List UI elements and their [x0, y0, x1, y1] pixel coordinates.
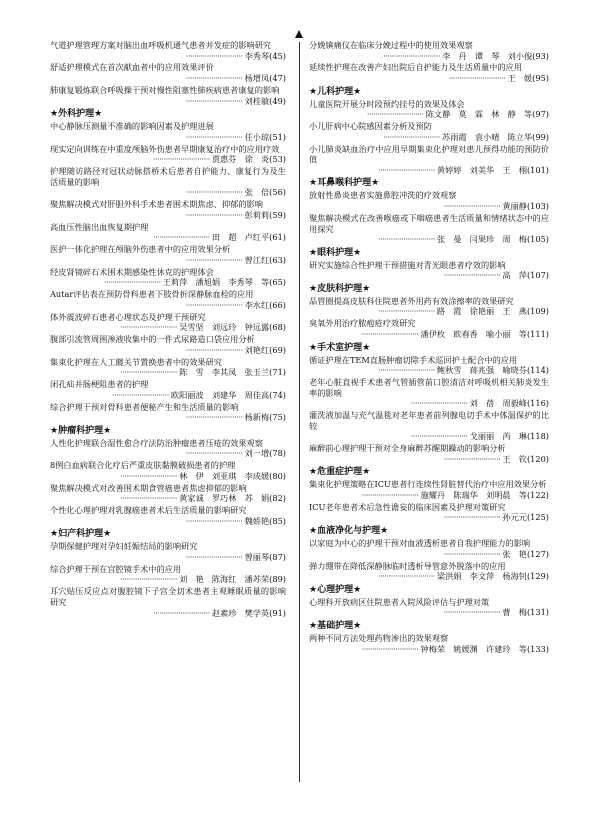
toc-entry[interactable]: [309, 443, 549, 464]
entry-authors: 张 曼 闫果珍 周 梅: [436, 234, 527, 245]
leader-dots: ···························: [152, 607, 212, 618]
entry-authors: 赵素珍 樊学英: [211, 607, 270, 618]
toc-entry[interactable]: [50, 166, 286, 198]
toc-entry[interactable]: [50, 586, 286, 618]
toc-entry[interactable]: [309, 479, 549, 500]
entry-page-number: 51: [272, 131, 283, 142]
entry-authors: 黄婷婷 刘美华 王 栩: [436, 164, 527, 175]
toc-left-column: [50, 40, 286, 619]
entry-page-number: 80: [272, 470, 283, 481]
leader-dots: ···························: [185, 50, 245, 61]
entry-authors: 施耀丹 陈瑞华 刘明晨 等: [420, 489, 527, 500]
toc-entry[interactable]: [309, 502, 549, 523]
toc-entry[interactable]: [50, 40, 286, 61]
entry-title: 集束化护理在人工髋关节置换患者中的效果研究: [50, 356, 222, 367]
entry-byline: ··························· 李 丹 谭 琴 刘小俊(93): [383, 50, 549, 61]
entry-title: 弹力绷带在降低深静脉临时透析导管意外脱落中的应用: [309, 560, 506, 571]
leader-dots: ···························: [152, 232, 212, 243]
leader-dots: ···························: [443, 453, 503, 464]
entry-byline: ··························· 张 艳(127): [443, 548, 549, 559]
entry-page-number: 53: [272, 154, 283, 165]
leader-dots: ···························: [185, 73, 245, 84]
entry-authors: 李水红: [244, 299, 270, 310]
section-heading: ★危重症护理★: [309, 467, 371, 478]
entry-authors: 杨新梅: [244, 412, 270, 423]
entry-title: 耳穴贴压反应点对腹腔镜下子宫全切术患者主观睡眠质量的影响研究: [50, 586, 286, 607]
entry-title: 体外震波碎石患者心理状态及护理干预研究: [50, 311, 206, 322]
entry-page-number: 59: [272, 209, 283, 220]
entry-page-number: 61: [272, 232, 283, 243]
entry-title: 医护一体化护理在颅脑外伤患者中的应用效果分析: [50, 244, 231, 255]
leader-dots: ···························: [378, 571, 437, 582]
leader-dots: ···························: [366, 109, 426, 120]
entry-page-number: 75: [272, 412, 283, 423]
entry-title: 延续性护理在改善产妇出院后自护能力及生活质量中的应用: [309, 62, 522, 73]
entry-byline: ··························· 欧阳丽波 刘建华 周佳高(74): [112, 389, 286, 400]
entry-authors: 林 伊 刘亚琪 李成媛: [179, 470, 270, 481]
entry-page-number: 114: [530, 365, 546, 376]
leader-dots: ···························: [103, 277, 163, 288]
entry-byline: ··························· 刘 蓓 周毅峰(116): [410, 398, 549, 409]
section-heading: ★肿瘤科护理★: [50, 425, 112, 436]
entry-authors: 孙元元: [502, 512, 527, 523]
leader-dots: ···························: [120, 493, 180, 504]
section-heading: ★儿科护理★: [309, 86, 362, 97]
entry-title: 聚焦解决模式对改善围术期食管癌患者焦虑抑郁的影响: [50, 482, 247, 493]
toc-entry[interactable]: [309, 213, 549, 245]
toc-entry[interactable]: [309, 597, 549, 618]
entry-authors: 刘 蓓 周毅峰: [469, 398, 527, 409]
entry-byline: ··························· 王 媛(95): [448, 73, 549, 84]
entry-page-number: 89: [272, 574, 283, 585]
entry-byline: ··························· 曾丽琴(87): [185, 551, 286, 562]
entry-title: 臭氧外用治疗脓疱疮疗效研究: [309, 318, 416, 329]
entry-title: 儿童医院开展分时段预约挂号的效果及体会: [309, 98, 465, 109]
entry-byline: ··························· 张 曼 闫果珍 周 梅(105): [378, 234, 549, 245]
entry-byline: ··························· 贾惠芬 徐 炎(53): [152, 154, 286, 165]
entry-authors: 欧阳丽波 刘建华 周佳高: [170, 389, 270, 400]
entry-byline: ··························· 田 超 卢红平(61): [152, 232, 286, 243]
toc-entry[interactable]: [50, 505, 286, 526]
leader-dots: ···························: [185, 412, 245, 423]
toc-entry[interactable]: [309, 260, 549, 281]
section-heading: ★耳鼻喉科护理★: [309, 178, 380, 189]
entry-title: Autar评估表在预防骨科患者下肢骨折深静脉血栓的应用: [50, 289, 254, 300]
entry-authors: 陈文静 莫 霖 林 静 等: [425, 109, 533, 120]
entry-authors: 潘伊枚 欧春香 喻小丽 等: [420, 328, 527, 339]
leader-dots: ···························: [383, 131, 443, 142]
entry-authors: 李 丹 谭 琴 刘小俊: [442, 50, 533, 61]
leader-dots: ···························: [443, 201, 503, 212]
section-heading: ★眼科护理★: [309, 247, 362, 258]
entry-page-number: 93: [535, 50, 546, 61]
entry-authors: 苏雨霞 袁小晴 陈立华: [442, 131, 533, 142]
entry-authors: 杨增凤: [244, 73, 270, 84]
leader-dots: ···························: [443, 607, 503, 618]
entry-title: 放射性鼻炎患者实施鼻腔冲洗的疗效观察: [309, 190, 457, 201]
entry-title: 气道护理管理方案对脑出血呼吸机通气患者并发症的影响研究: [50, 40, 272, 50]
entry-page-number: 129: [530, 571, 546, 582]
toc-entry[interactable]: [50, 222, 286, 243]
entry-page-number: 133: [530, 643, 546, 654]
entry-title: 腹部引流管周围渗液收集中的一件式尿路造口袋应用分析: [50, 334, 255, 345]
toc-entry[interactable]: [309, 144, 549, 176]
entry-title: 8例白血病联合化疗后严重皮肤黏膜破损患者的护理: [50, 460, 236, 471]
entry-byline: ··························· 魏娇艳(85): [185, 515, 286, 526]
toc-entry[interactable]: [309, 377, 549, 409]
entry-byline: ··························· 林 伊 刘亚琪 李成媛(80): [120, 470, 286, 481]
entry-authors: 陈 雪 李其凤 张玉兰: [179, 367, 270, 378]
section-heading: ★外科护理★: [50, 109, 103, 120]
entry-page-number: 95: [535, 73, 546, 84]
leader-dots: ···························: [185, 187, 245, 198]
entry-page-number: 47: [272, 73, 283, 84]
entry-byline: ··························· 赵素珍 樊学英(91): [152, 607, 286, 618]
leader-dots: ···························: [443, 512, 503, 523]
entry-byline: ··························· 施耀丹 陈瑞华 刘明晨 等(122): [361, 489, 549, 500]
entry-page-number: 109: [530, 306, 546, 317]
entry-authors: 魏娇艳: [244, 515, 270, 526]
entry-byline: ··························· 刘 艳 陈海红 潘苏荣(89): [120, 574, 286, 585]
entry-page-number: 122: [530, 489, 546, 500]
entry-byline: ··························· 黄家诚 罗巧林 苏 娟(82): [120, 493, 286, 504]
entry-byline: ··························· 钟梅荣 姚媛渊 许建玲 等(133): [361, 643, 549, 654]
entry-title: 人性化护理联合湿性愈合疗法防治肿瘤患者压疮的效果观察: [50, 437, 263, 448]
toc-entry[interactable]: [309, 538, 549, 559]
leader-dots: ···························: [185, 254, 245, 265]
leader-dots: ···························: [185, 344, 245, 355]
leader-dots: ···························: [185, 209, 245, 220]
section-heading: ★皮肤科护理★: [309, 283, 371, 294]
entry-byline: ··························· 曹 梅(131): [443, 607, 549, 618]
leader-dots: ···························: [120, 470, 180, 481]
entry-byline: ··························· 苏雨霞 袁小晴 陈立华(99): [383, 131, 549, 142]
entry-title: 灌洗液加温与充气温毯对老年患者前列腺电切手术中体温保护的比较: [309, 410, 549, 431]
entry-page-number: 71: [272, 367, 283, 378]
entry-title: 经皮肾镜碎石术围术期感染性休克的护理体会: [50, 266, 214, 277]
entry-byline: ··························· 刘桂敏(49): [185, 95, 286, 106]
entry-byline: ··························· 梁洪娟 李文萍 杨海钊(129): [378, 571, 549, 582]
entry-page-number: 45: [272, 50, 283, 61]
entry-byline: ··························· 高 萍(107): [443, 270, 549, 281]
entry-page-number: 66: [272, 299, 283, 310]
toc-entry[interactable]: [50, 62, 286, 83]
entry-authors: 刘桂敏: [244, 95, 270, 106]
entry-byline: ··························· 王 钦(120): [443, 453, 549, 464]
toc-entry[interactable]: [50, 483, 286, 504]
leader-dots: ···························: [361, 328, 421, 339]
entry-page-number: 105: [530, 234, 546, 245]
entry-byline: ··························· 路 霞 徐艳丽 王 燕(109): [378, 306, 549, 317]
entry-page-number: 49: [272, 95, 283, 106]
entry-page-number: 97: [535, 109, 546, 120]
toc-entry[interactable]: [309, 121, 549, 142]
entry-page-number: 85: [272, 515, 283, 526]
entry-byline: ··························· 戈丽丽 芮 琳(118): [410, 431, 549, 442]
leader-dots: ···························: [185, 299, 245, 310]
entry-authors: 曾江红: [244, 254, 270, 265]
toc-entry[interactable]: [309, 99, 549, 120]
entry-page-number: 56: [272, 187, 283, 198]
entry-byline: ··························· 王莉萍 潘旭娟 李秀琴 等(65): [103, 277, 286, 288]
entry-byline: ··························· 孙元元(125): [443, 512, 549, 523]
entry-title: 研究实施综合性护理干预措施对青光眼患者疗效的影响: [309, 259, 506, 270]
leader-dots: ···························: [361, 643, 421, 654]
leader-dots: ···························: [120, 574, 180, 585]
toc-entry[interactable]: [309, 633, 549, 654]
leader-dots: ···························: [152, 154, 212, 165]
entry-page-number: 99: [535, 131, 546, 142]
entry-byline: ··························· 李水红(66): [185, 299, 286, 310]
toc-entry[interactable]: [309, 62, 549, 83]
entry-title: 分娩镇痛仪在临床分娩过程中的使用效果观察: [309, 40, 473, 50]
leader-dots: ···························: [378, 164, 437, 175]
toc-entry[interactable]: [50, 144, 286, 165]
entry-byline: ··························· 吴雪坚 刘远玲 钟远露(68): [120, 322, 286, 333]
entry-byline: ··························· 黄婷婷 刘美华 王 栩(101): [378, 164, 549, 175]
leader-dots: ···························: [112, 389, 171, 400]
entry-page-number: 107: [530, 270, 546, 281]
entry-page-number: 131: [530, 607, 546, 618]
toc-entry[interactable]: [309, 355, 549, 376]
entry-title: 个性化心理护理对乳腺癌患者术后生活质量的影响研究: [50, 505, 247, 516]
entry-title: 聚焦解决模式对肝胆外科手术患者围术期焦虑、抑郁的影响: [50, 199, 263, 210]
toc-entry[interactable]: [50, 121, 286, 142]
entry-title: 心理科开放病区住院患者入院风险评估与护理对策: [309, 596, 490, 607]
toc-entry[interactable]: [309, 561, 549, 582]
entry-title: 综合护理干预在宫腔镜手术中的应用: [50, 563, 182, 574]
entry-page-number: 69: [272, 344, 283, 355]
toc-entry[interactable]: [50, 267, 286, 288]
entry-page-number: 120: [530, 453, 546, 464]
leader-dots: ···························: [448, 73, 508, 84]
leader-dots: ···························: [443, 270, 503, 281]
entry-authors: 刘 艳 陈海红 潘苏荣: [179, 574, 270, 585]
entry-title: ICU老年患者术后急性谵妄的临床因素及护理对策研究: [309, 501, 506, 512]
entry-authors: 黄家诚 罗巧林 苏 娟: [179, 493, 270, 504]
entry-authors: 高 萍: [502, 270, 527, 281]
entry-title: 闭孔疝并肠梗阻患者的护理: [50, 379, 149, 390]
entry-page-number: 68: [272, 322, 283, 333]
entry-title: 肺康复锻炼联合呼吸操干预对慢性阻塞性肺疾病患者康复的影响: [50, 84, 280, 95]
toc-entry[interactable]: [309, 40, 549, 61]
toc-entry[interactable]: [50, 402, 286, 423]
entry-authors: 刘一增: [244, 448, 270, 459]
entry-page-number: 116: [530, 398, 546, 409]
entry-authors: 王 媛: [507, 73, 533, 84]
entry-authors: 曾丽琴: [244, 551, 270, 562]
entry-page-number: 82: [272, 493, 283, 504]
entry-authors: 贾惠芬 徐 炎: [211, 154, 270, 165]
section-heading: ★血液净化与护理★: [309, 526, 389, 537]
leader-dots: ···························: [185, 131, 245, 142]
section-heading: ★手术室护理★: [309, 342, 371, 353]
entry-authors: 张 艳: [502, 548, 527, 559]
entry-authors: 刘艳红: [244, 344, 270, 355]
entry-authors: 戈丽丽 芮 琳: [469, 431, 527, 442]
entry-byline: ··························· 杨增凤(47): [185, 73, 286, 84]
entry-page-number: 91: [272, 607, 283, 618]
entry-title: 高血压性脑出血恢复期护理: [50, 221, 149, 232]
leader-dots: ···························: [443, 548, 503, 559]
entry-page-number: 101: [530, 164, 546, 175]
leader-dots: ···························: [185, 448, 245, 459]
entry-title: 集束化护理策略在ICU患者行连续性肾脏替代治疗中应用效果分析: [309, 479, 547, 490]
entry-page-number: 125: [530, 512, 546, 523]
entry-byline: ··························· 刘一增(78): [185, 448, 286, 459]
entry-byline: ··························· 陈文静 莫 霖 林 静 等(97): [366, 109, 549, 120]
leader-dots: ···························: [120, 367, 180, 378]
entry-title: 循证护理在TEM直肠肿瘤切除手术巡回护士配合中的应用: [309, 354, 518, 365]
entry-title: 品管圈提高皮肤科住院患者外用药有效涂擦率的效果研究: [309, 295, 514, 306]
column-divider: [299, 42, 300, 782]
entry-page-number: 127: [530, 548, 546, 559]
section-heading: ★基础护理★: [309, 620, 362, 631]
entry-title: 综合护理干预对骨科患者便秘产生和生活质量的影响: [50, 401, 239, 412]
toc-entry[interactable]: [309, 318, 549, 339]
entry-authors: 王莉萍 潘旭娟 李秀琴 等: [162, 277, 270, 288]
entry-byline: ··························· 彭莉莉(59): [185, 209, 286, 220]
entry-page-number: 103: [530, 201, 546, 212]
entry-byline: ··························· 刘艳红(69): [185, 344, 286, 355]
entry-byline: ··························· 李秀琴(45): [185, 50, 286, 61]
entry-byline: ··························· 杨新梅(75): [185, 412, 286, 423]
leader-dots: ···························: [378, 234, 437, 245]
entry-byline: ··························· 潘伊枚 欧春香 喻小丽 等(111): [361, 328, 549, 339]
toc-entry[interactable]: [50, 85, 286, 106]
entry-title: 孕期保健护理对孕妇妊娠结局的影响研究: [50, 541, 198, 552]
toc-entry[interactable]: [50, 379, 286, 400]
entry-authors: 路 霞 徐艳丽 王 燕: [436, 306, 527, 317]
entry-byline: ··························· 黄丽静(103): [443, 201, 549, 212]
leader-dots: ···························: [383, 50, 443, 61]
entry-authors: 钟梅荣 姚媛渊 许建玲 等: [420, 643, 527, 654]
entry-authors: 梁洪娟 李文萍 杨海钊: [436, 571, 527, 582]
toc-entry[interactable]: [50, 312, 286, 333]
toc-entry[interactable]: [50, 244, 286, 265]
entry-authors: 黄丽静: [502, 201, 527, 212]
entry-authors: 李秀琴: [244, 50, 270, 61]
entry-authors: 田 超 卢红平: [211, 232, 270, 243]
leader-dots: ···························: [378, 365, 437, 376]
entry-title: 麻醉前心理护理干预对全身麻醉苏醒期躁动的影响分析: [309, 443, 506, 454]
leader-dots: ···························: [410, 431, 470, 442]
entry-byline: ··························· 鲍秋雪 蒋兆强 喻晓芬(114): [378, 365, 549, 376]
entry-title: 聚焦解决模式在改善喉癌或下咽癌患者生活质量和情绪状态中的应用探究: [309, 212, 549, 234]
entry-title: 现实定向训练在中重度颅脑外伤患者早期康复治疗中的应用疗效: [50, 143, 280, 154]
leader-dots: ···························: [410, 398, 470, 409]
entry-title: 以家庭为中心的护理干预对血液透析患者自我护理能力的影响: [309, 538, 531, 549]
leader-dots: ···························: [361, 489, 421, 500]
entry-page-number: 65: [272, 277, 283, 288]
leader-dots: ···························: [120, 322, 180, 333]
toc-entry[interactable]: [309, 190, 549, 211]
leader-dots: ···························: [185, 551, 245, 562]
entry-title: 中心静脉压测量不准确的影响因素及护理进展: [50, 121, 214, 132]
entry-title: 舒适护理模式在首次献血者中的应用效果评价: [50, 62, 214, 73]
entry-byline: ··························· 张 倍(56): [185, 187, 286, 198]
entry-authors: 吴雪坚 刘远玲 钟远露: [179, 322, 270, 333]
toc-entry[interactable]: [50, 460, 286, 481]
leader-dots: ···························: [378, 306, 437, 317]
entry-authors: 鲍秋雪 蒋兆强 喻晓芬: [436, 365, 527, 376]
entry-page-number: 87: [272, 551, 283, 562]
toc-entry[interactable]: [50, 438, 286, 459]
entry-title: 护理随访路径对冠状动脉搭桥术后患者自护能力、康复行为及生活质量的影响: [50, 166, 286, 187]
entry-title: 小儿肺炎缺血治疗中应用早期集束化护理对患儿预得功能的预防价值: [309, 143, 549, 165]
entry-authors: 彭莉莉: [244, 209, 270, 220]
entry-authors: 王 钦: [502, 453, 527, 464]
toc-entry[interactable]: [50, 541, 286, 562]
section-heading: ★妇产科护理★: [50, 529, 112, 540]
toc-entry[interactable]: [50, 564, 286, 585]
entry-authors: 任小琼: [244, 131, 270, 142]
entry-title: 老年心脏直视手术患者气管插管前口腔清洁对呼吸机相关肺炎发生率的影响: [309, 377, 549, 398]
section-heading: ★心理护理★: [309, 584, 362, 595]
entry-title: 小儿肝病中心院感因素分析及预防: [309, 121, 432, 132]
leader-dots: ···························: [185, 95, 245, 106]
toc-entry[interactable]: [50, 289, 286, 310]
entry-page-number: 118: [530, 431, 546, 442]
toc-entry[interactable]: [309, 410, 549, 442]
entry-byline: ··························· 曾江红(63): [185, 254, 286, 265]
leader-dots: ···························: [185, 515, 245, 526]
entry-title: 两种不同方法处理药物渗出的效果观察: [309, 632, 449, 643]
toc-entry[interactable]: [50, 357, 286, 378]
column-top-marker: [295, 30, 303, 38]
entry-page-number: 78: [272, 448, 283, 459]
toc-right-column: [309, 40, 549, 655]
toc-entry[interactable]: [309, 296, 549, 317]
toc-entry[interactable]: [50, 334, 286, 355]
toc-entry[interactable]: [50, 199, 286, 220]
entry-page-number: 63: [272, 254, 283, 265]
entry-authors: 张 倍: [244, 187, 270, 198]
entry-page-number: 111: [530, 328, 546, 339]
entry-page-number: 74: [272, 389, 283, 400]
entry-authors: 曹 梅: [502, 607, 527, 618]
entry-byline: ··························· 陈 雪 李其凤 张玉兰(71): [120, 367, 286, 378]
entry-byline: ··························· 任小琼(51): [185, 131, 286, 142]
